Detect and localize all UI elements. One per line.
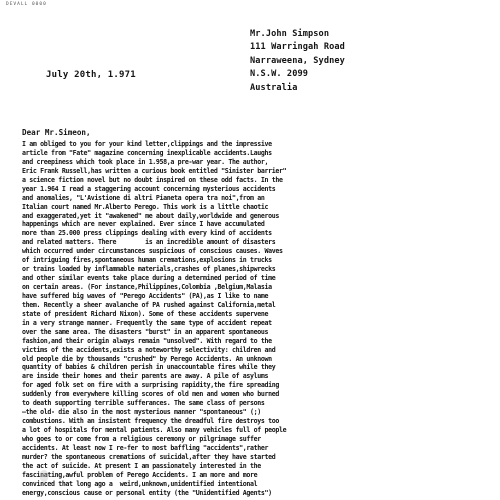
body-line: the act of suicide. At present I am passionately interested in the bbox=[22, 461, 261, 470]
body-line: them. Recently a sheer avalanche of PA rushed against California,metal bbox=[22, 300, 276, 309]
body-line: —the old- die also in the most mysterious manner "spontaneous" (;) bbox=[22, 408, 261, 417]
scan-smudge bbox=[40, 470, 48, 482]
body-line: over the same area. The disasters "burst" in an apparent spontaneous bbox=[22, 327, 269, 336]
body-line: year 1.964 I read a staggering account concerning mysterious accidents bbox=[22, 184, 276, 193]
body-line: which occurred under circumstances suspicious of conscious causes. Waves bbox=[22, 247, 283, 256]
body-line: a science fiction novel but no doubt inspired on these odd facts. In the bbox=[22, 175, 283, 184]
body-line: and anomalies, "L'Avistione di altri Pianeta opera tra noi",from an bbox=[22, 193, 265, 202]
body-line: Italian court named Mr.Alberto Perego. This work is a little chaotic bbox=[22, 202, 269, 211]
corner-archive-mark: DEVALL 0000 bbox=[6, 2, 47, 7]
body-line: murder? the spontaneous cremations of suicidal,after they have started bbox=[22, 452, 276, 461]
body-line: in a very strange manner. Frequently the same type of accident repeat bbox=[22, 318, 272, 327]
body-line: have suffered big waves of "Perego Accidents" (PA),as I like to name bbox=[22, 291, 269, 300]
letter-date: July 20th, 1.971 bbox=[46, 70, 136, 80]
body-line: Eric Frank Russell,has written a curious book entitled "Sinister barrier" bbox=[22, 166, 287, 175]
body-line: to death supporting terrible sufferances. The same class of persons bbox=[22, 399, 265, 408]
body-line: victims of the accidents,exists a noteworthy selectivity: children and bbox=[22, 345, 276, 354]
body-line: I am obliged to you for your kind letter,clippings and the impressive bbox=[22, 140, 272, 148]
body-line: who goes to or come from a religious ceremony or pilgrimage suffer bbox=[22, 434, 261, 443]
letter-body bbox=[22, 140, 500, 498]
body-line: and other similar events take place during a determined period of time bbox=[22, 274, 276, 283]
body-line: are inside their homes and their parents are away. A pile of asylums bbox=[22, 372, 269, 381]
body-line: and related matters. There is an incredible amount of disasters bbox=[22, 238, 276, 247]
body-line: fascinating,awful problem of Perego Accidents. I am more and more bbox=[22, 470, 258, 479]
body-line: on certain areas. (For instance,Philippines,Colombia ,Belgium,Malasia bbox=[22, 283, 272, 291]
body-line: fashion,and their origin always remain "unsolved". With regard to the bbox=[22, 336, 272, 345]
body-line: a lot of hospitals for mental patients. Also many vehicles full of people bbox=[22, 426, 287, 434]
body-line: for aged folk set on fire with a surprising rapidity,the fire spreading bbox=[22, 381, 280, 390]
body-line: and exaggerated,yet it "awakened" me about daily,worldwide and generous bbox=[22, 211, 280, 220]
body-line: more than 25.000 press clippings dealing with every kind of accidents bbox=[22, 229, 272, 238]
body-line: state of president Richard Nixon). Some of these accidents supervene bbox=[22, 309, 269, 318]
address-line: N.S.W. 2099 bbox=[250, 69, 309, 80]
body-line: or trains loaded by inflammable materials,crashes of planes,shipwrecks bbox=[22, 265, 276, 274]
body-line: of intriguing fires,spontaneous human cremations,explosions in trucks bbox=[22, 256, 272, 265]
body-line: accidents. At least now I re-fer to most baffling "accidents",rather bbox=[22, 443, 269, 452]
body-line: energy,conscious cause or personal entity (the "Unidentified Agents") bbox=[22, 488, 272, 497]
address-line: Mr.John Simpson bbox=[250, 29, 330, 39]
salutation: Dear Mr.Simeon, bbox=[22, 128, 91, 137]
recipient-address-block bbox=[250, 28, 345, 95]
body-line: combustions. With an insistent frequency the dreadful fire destroys too bbox=[22, 417, 280, 426]
address-line: Narraweena, Sydney bbox=[250, 55, 345, 66]
body-line: happenings which are never explained. Ever since I have accumulated bbox=[22, 220, 265, 229]
body-line: old people die by thousands "crushed" by Perego Accidents. An unknown bbox=[22, 354, 272, 363]
body-line: article from "Fate" magazine concerning inexplicable accidents.Laughs bbox=[22, 148, 272, 157]
body-line: convinced that long ago a weird,unknown,unidentified intentional bbox=[22, 479, 258, 488]
body-line: and creepiness which took place in 1.958,a pre-war year. The author, bbox=[22, 157, 269, 166]
body-line: quantity of babies & children perish in unaccountable fires while they bbox=[22, 363, 276, 372]
body-line: suddenly from everywhere killing scores of old men and women who burned bbox=[22, 390, 280, 399]
address-line: 111 Warringah Road bbox=[250, 42, 345, 53]
address-line: Australia bbox=[250, 82, 298, 93]
